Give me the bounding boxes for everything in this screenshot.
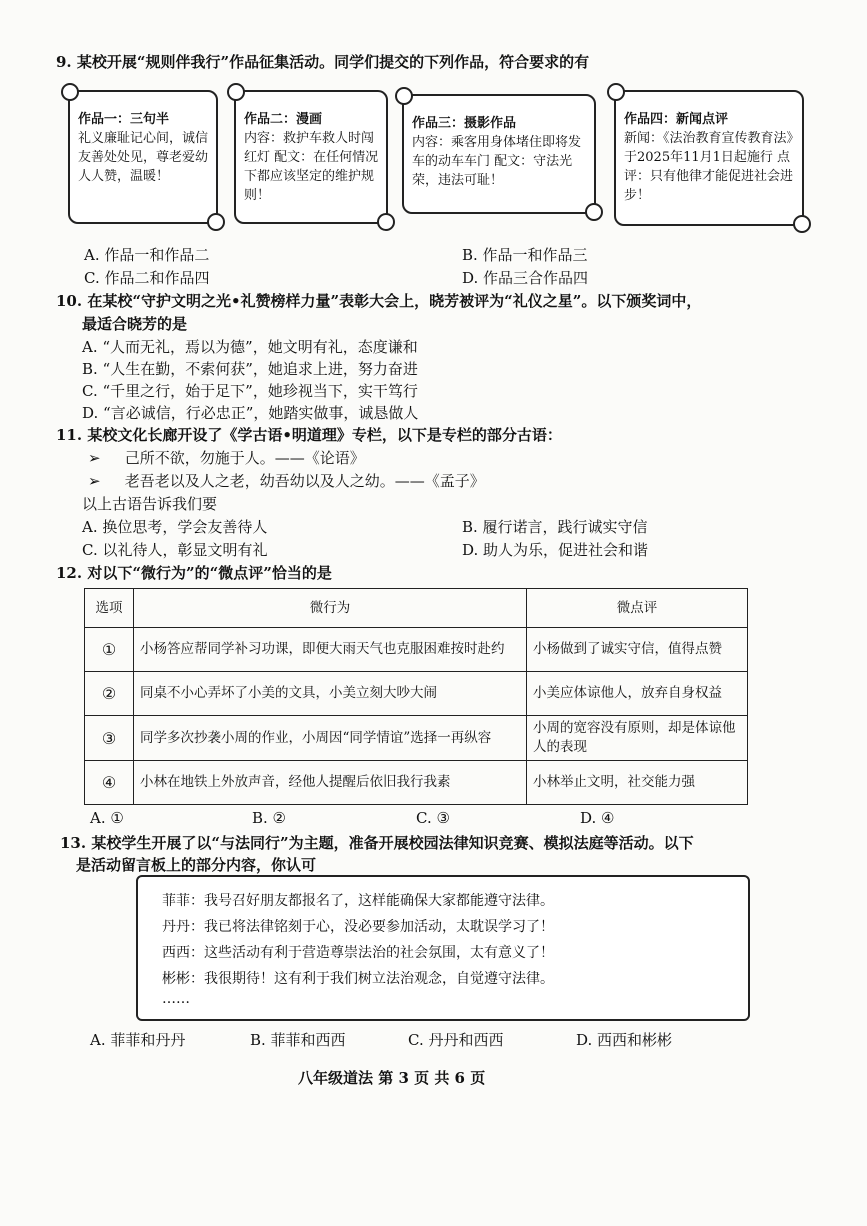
q12-stem: 12. 对以下“微行为”的“微点评”恰当的是 [56, 564, 332, 582]
q9-work-3 [402, 94, 596, 214]
q9-option-d[interactable]: D. 作品三合作品四 [462, 269, 589, 287]
scroll-curl-icon [227, 83, 245, 101]
work-body: 内容：乘客用身体堵住即将发车的动车车门 配文：守法光荣，违法可耻！ [412, 135, 582, 188]
scroll-curl-icon [61, 83, 79, 101]
q11-option-d[interactable]: D. 助人为乐，促进社会和谐 [462, 541, 649, 559]
work-body: 礼义廉耻记心间，诚信友善处处见，尊老爱幼人人赞，温暖！ [78, 131, 209, 184]
message-line: 菲菲：我号召好朋友都报名了，这样能确保大家都能遵守法律。 [162, 893, 554, 909]
scroll-curl-icon [207, 213, 225, 231]
scroll-curl-icon [793, 215, 811, 233]
row-number: ④ [85, 761, 134, 805]
row-number: ① [85, 628, 134, 672]
q12-option-c[interactable]: C. ③ [416, 809, 450, 827]
q11-tail: 以上古语告诉我们要 [82, 495, 218, 513]
q12-option-b[interactable]: B. ② [252, 809, 287, 827]
row-comment: 小美应体谅他人，放弃自身权益 [527, 672, 748, 716]
row-behavior: 同学多次抄袭小周的作业，小周因“同学情谊”选择一再纵容 [134, 716, 527, 761]
table-header-cell: 微点评 [527, 589, 748, 628]
q9-option-a[interactable]: A. 作品一和作品二 [84, 246, 210, 264]
scroll-curl-icon [377, 213, 395, 231]
q13-option-a[interactable]: A. 菲菲和丹丹 [90, 1031, 186, 1049]
q10-option-d[interactable]: D. “言必诚信，行必忠正”，她踏实做事，诚恳做人 [82, 404, 419, 422]
quote-text: 己所不欲，勿施于人。——《论语》 [124, 449, 365, 467]
row-number: ③ [85, 716, 134, 761]
message-line: 西西：这些活动有利于营造尊崇法治的社会氛围，太有意义了！ [162, 945, 554, 961]
work-body: 内容：救护车救人时闯红灯 配文：在任何情况下都应该坚定的维护规则！ [244, 131, 379, 203]
message-board [136, 875, 750, 1021]
scroll-curl-icon [395, 87, 413, 105]
q13-option-c[interactable]: C. 丹丹和西西 [408, 1031, 504, 1049]
bullet-arrow-icon: ➢ [88, 449, 101, 467]
table-row [85, 672, 748, 716]
q9-option-b[interactable]: B. 作品一和作品三 [462, 246, 588, 264]
q13-option-b[interactable]: B. 菲菲和西西 [250, 1031, 346, 1049]
work-title: 作品三：摄影作品 [412, 116, 517, 131]
page-footer: 八年级道法 第 3 页 共 6 页 [298, 1069, 486, 1087]
table-header-row [85, 589, 748, 628]
message-line: 彬彬：我很期待！这有利于我们树立法治观念，自觉遵守法律。 [162, 971, 554, 987]
row-comment: 小杨做到了诚实守信，值得点赞 [527, 628, 748, 672]
q13-option-d[interactable]: D. 西西和彬彬 [576, 1031, 673, 1049]
row-comment: 小林举止文明，社交能力强 [527, 761, 748, 805]
work-title: 作品四：新闻点评 [624, 112, 729, 127]
q10-option-a[interactable]: A. “人而无礼，焉以为德”，她文明有礼，态度谦和 [82, 338, 418, 356]
table-header-cell: 选项 [85, 589, 134, 628]
message-line: 丹丹：我已将法律铭刻于心，没必要参加活动，太耽误学习了！ [162, 919, 554, 935]
q12-table [84, 588, 748, 805]
table-header-cell: 微行为 [134, 589, 527, 628]
quote-text: 老吾老以及人之老，幼吾幼以及人之幼。——《孟子》 [124, 472, 485, 490]
q13-stem-line2: 是活动留言板上的部分内容，你认可 [76, 856, 317, 874]
q11-stem: 11. 某校文化长廊开设了《学古语•明道理》专栏，以下是专栏的部分古语： [56, 426, 562, 444]
q10-option-c[interactable]: C. “千里之行，始于足下”，她珍视当下，实干笃行 [82, 382, 418, 400]
table-row [85, 628, 748, 672]
row-number: ② [85, 672, 134, 716]
row-behavior: 同桌不小心弄坏了小美的文具，小美立刻大吵大闹 [134, 672, 527, 716]
q9-stem: 9. 某校开展“规则伴我行”作品征集活动。同学们提交的下列作品，符合要求的有 [56, 53, 590, 71]
q11-option-c[interactable]: C. 以礼待人，彰显文明有礼 [82, 541, 268, 559]
q13-stem-line1: 13. 某校学生开展了以“与法同行”为主题，准备开展校园法律知识竞赛、模拟法庭等活动。以下 [60, 834, 694, 852]
row-behavior: 小杨答应帮同学补习功课，即便大雨天气也克服困难按时赴约 [134, 628, 527, 672]
scroll-curl-icon [585, 203, 603, 221]
q10-stem-line2: 最适合晓芳的是 [82, 315, 188, 333]
row-behavior: 小林在地铁上外放声音，经他人提醒后依旧我行我素 [134, 761, 527, 805]
q11-option-a[interactable]: A. 换位思考，学会友善待人 [82, 518, 268, 536]
work-body: 新闻：《法治教育宣传教育法》于2025年11月1日起施行 点评：只有他律才能促进社会进步！ [624, 131, 794, 203]
q9-work-2 [234, 90, 388, 224]
row-comment: 小周的宽容没有原则，却是体谅他人的表现 [527, 716, 748, 761]
bullet-arrow-icon: ➢ [88, 472, 101, 490]
q9-work-4 [614, 90, 804, 226]
q10-stem-line1: 10. 在某校“守护文明之光•礼赞榜样力量”表彰大会上，晓芳被评为“礼仪之星”。以下颁奖词中， [56, 292, 702, 310]
table-row [85, 716, 748, 761]
q10-option-b[interactable]: B. “人生在勤，不索何获”，她追求上进，努力奋进 [82, 360, 418, 378]
q11-quote-2 [88, 471, 485, 491]
message-line: …… [162, 991, 190, 1007]
q9-work-1 [68, 90, 218, 224]
work-title: 作品一：三句半 [78, 112, 170, 127]
q9-option-c[interactable]: C. 作品二和作品四 [84, 269, 210, 287]
q12-option-a[interactable]: A. ① [90, 809, 124, 827]
q11-option-b[interactable]: B. 履行诺言，践行诚实守信 [462, 518, 648, 536]
q11-quote-1 [88, 448, 365, 468]
table-row [85, 761, 748, 805]
scroll-curl-icon [607, 83, 625, 101]
q12-option-d[interactable]: D. ④ [580, 809, 615, 827]
work-title: 作品二：漫画 [244, 112, 323, 127]
